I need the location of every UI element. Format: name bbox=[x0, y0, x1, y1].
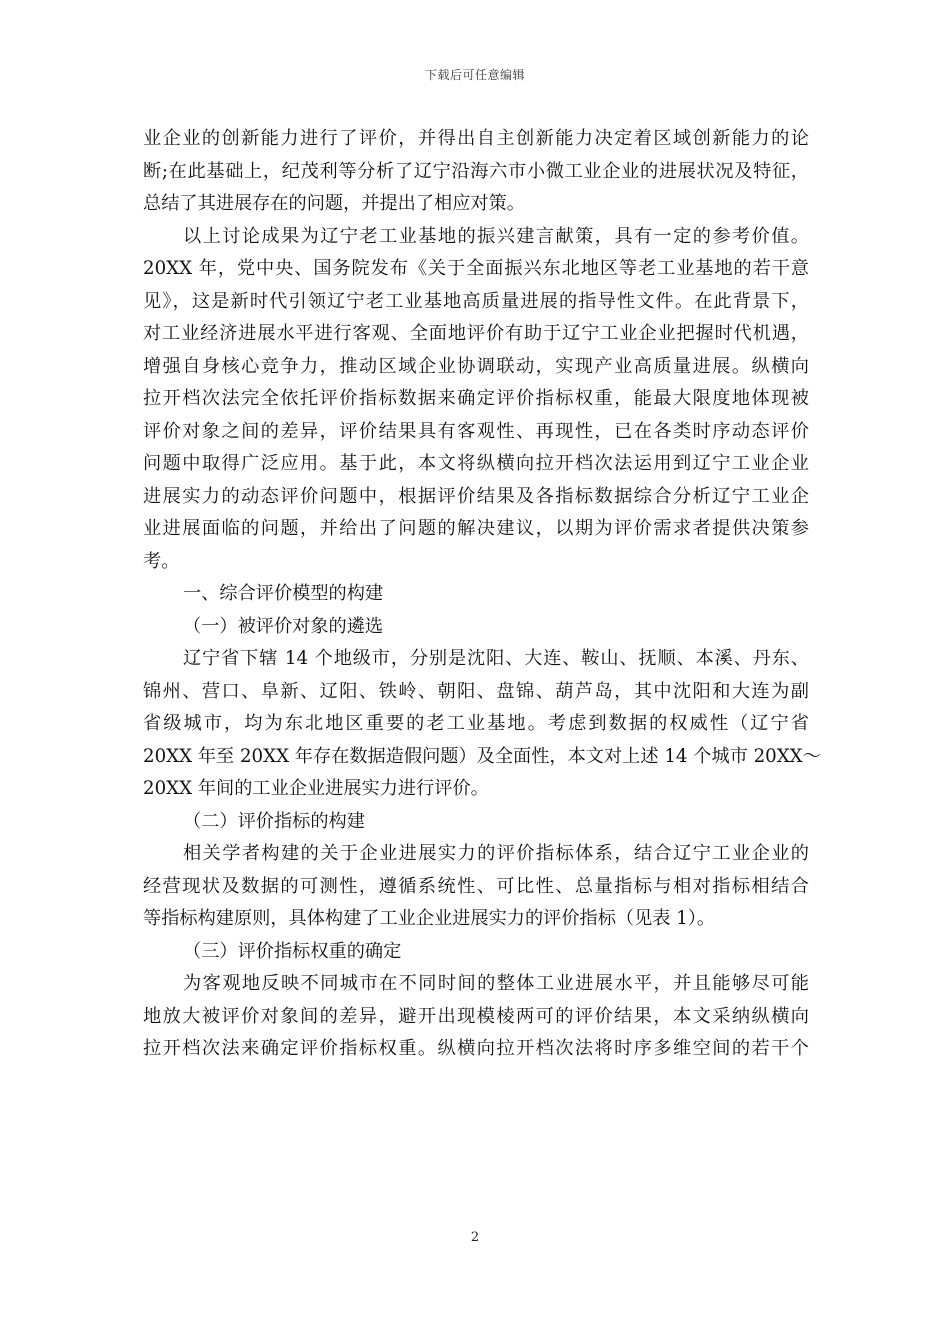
section-heading: （一）被评价对象的遴选 bbox=[183, 615, 384, 637]
page-header: 下载后可任意编辑 bbox=[424, 68, 525, 82]
section-heading: 一、综合评价模型的构建 bbox=[183, 583, 384, 604]
text-line: 锦州、营口、阜新、辽阳、铁岭、朝阳、盘锦、葫芦岛，其中沈阳和大连为副 bbox=[143, 680, 809, 702]
text-line: 20XX 年间的工业企业进展实力进行评价。 bbox=[143, 778, 489, 799]
text-line: 辽宁省下辖 14 个地级市，分别是沈阳、大连、鞍山、抚顺、本溪、丹东、 bbox=[183, 648, 809, 669]
text-line: 问题中取得广泛应用。基于此，本文将纵横向拉开档次法运用到辽宁工业企业 bbox=[143, 453, 809, 474]
text-line: 业进展面临的问题，并给出了问题的解决建议，以期为评价需求者提供决策参 bbox=[143, 518, 809, 539]
section-heading: （二）评价指标的构建 bbox=[183, 810, 365, 832]
text-line: 以上讨论成果为辽宁老工业基地的振兴建言献策，具有一定的参考价值。 bbox=[183, 225, 809, 247]
text-line: 20XX 年至 20XX 年存在数据造假问题）及全面性，本文对上述 14 个城市 20XX～ bbox=[143, 745, 821, 767]
text-line: 地放大被评价对象间的差异，避开出现模棱两可的评价结果，本文采纳纵横向 bbox=[143, 1005, 809, 1027]
page-number: 2 bbox=[470, 1230, 480, 1245]
text-line: 进展实力的动态评价问题中，根据评价结果及各指标数据综合分析辽宁工业企 bbox=[143, 485, 809, 507]
text-line: 见》，这是新时代引领辽宁老工业基地高质量进展的指导性文件。在此背景下， bbox=[143, 290, 809, 312]
section-heading: （三）评价指标权重的确定 bbox=[183, 940, 402, 962]
text-line: 评价对象之间的差异，评价结果具有客观性、再现性，已在各类时序动态评价 bbox=[143, 420, 809, 442]
text-line: 总结了其进展存在的问题，并提出了相应对策。 bbox=[143, 193, 525, 214]
text-line: 对工业经济进展水平进行客观、全面地评价有助于辽宁工业企业把握时代机遇， bbox=[143, 323, 809, 344]
text-line: 为客观地反映不同城市在不同时间的整体工业进展水平，并且能够尽可能 bbox=[183, 973, 809, 994]
text-line: 省级城市，均为东北地区重要的老工业基地。考虑到数据的权威性（辽宁省 bbox=[143, 713, 809, 734]
text-line: 拉开档次法完全依托评价指标数据来确定评价指标权重，能最大限度地体现被 bbox=[143, 388, 809, 409]
text-line: 20XX 年，党中央、国务院发布《关于全面振兴东北地区等老工业基地的若干意 bbox=[143, 258, 809, 279]
text-line: 考。 bbox=[143, 550, 180, 572]
text-line: 增强自身核心竞争力，推动区域企业协调联动，实现产业高质量进展。纵横向 bbox=[143, 355, 809, 377]
text-line: 断;在此基础上，纪茂利等分析了辽宁沿海六市小微工业企业的进展状况及特征， bbox=[143, 160, 809, 182]
text-line: 等指标构建原则，具体构建了工业企业进展实力的评价指标（见表 1）。 bbox=[143, 908, 716, 929]
text-line: 拉开档次法来确定评价指标权重。纵横向拉开档次法将时序多维空间的若干个 bbox=[143, 1038, 809, 1059]
text-line: 相关学者构建的关于企业进展实力的评价指标体系，结合辽宁工业企业的 bbox=[183, 843, 809, 864]
text-line: 业企业的创新能力进行了评价，并得出自主创新能力决定着区域创新能力的论 bbox=[143, 128, 809, 149]
document-body bbox=[143, 123, 821, 1066]
text-line: 经营现状及数据的可测性，遵循系统性、可比性、总量指标与相对指标相结合 bbox=[143, 875, 809, 897]
